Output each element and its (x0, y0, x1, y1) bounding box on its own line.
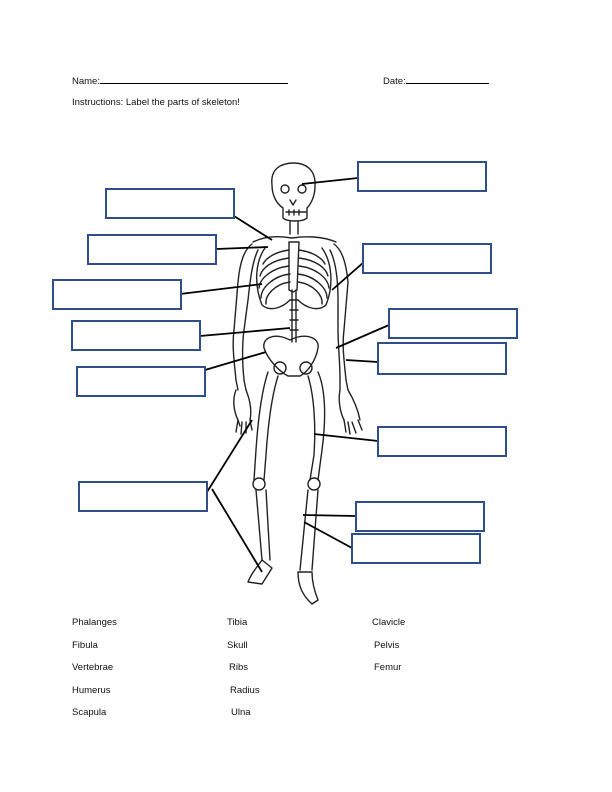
skeleton-illustration (233, 163, 362, 604)
word-bank-item: Fibula (72, 640, 98, 651)
word-bank-item: Ribs (229, 662, 249, 673)
word-bank-item: Humerus (72, 685, 111, 696)
label-box-humerus[interactable] (362, 243, 492, 274)
label-box-skull[interactable] (357, 161, 487, 192)
label-box-radius[interactable] (377, 342, 507, 375)
label-box-femur[interactable] (377, 426, 507, 457)
name-label: Name: (72, 76, 100, 87)
date-label: Date: (383, 76, 406, 87)
label-box-phalanges[interactable] (78, 481, 208, 512)
label-box-tibia[interactable] (355, 501, 485, 532)
word-bank-item: Ulna (231, 707, 251, 718)
word-bank-item: Femur (374, 662, 402, 673)
word-bank-item: Skull (227, 640, 248, 651)
label-box-vertebrae[interactable] (71, 320, 201, 351)
word-bank-item: Clavicle (372, 617, 406, 628)
label-box-ulna[interactable] (388, 308, 518, 339)
instructions: Instructions: Label the parts of skeleton! (72, 97, 240, 108)
word-bank-item: Scapula (72, 707, 107, 718)
word-bank-item: Vertebrae (72, 662, 114, 673)
word-bank-item: Phalanges (72, 617, 117, 628)
label-box-pelvis[interactable] (76, 366, 206, 397)
word-bank-item: Tibia (227, 617, 248, 628)
label-box-fibula[interactable] (351, 533, 481, 564)
label-box-ribs[interactable] (52, 279, 182, 310)
word-bank-item: Pelvis (374, 640, 400, 651)
label-box-clavicle[interactable] (105, 188, 235, 219)
label-box-scapula[interactable] (87, 234, 217, 265)
word-bank-item: Radius (230, 685, 260, 696)
